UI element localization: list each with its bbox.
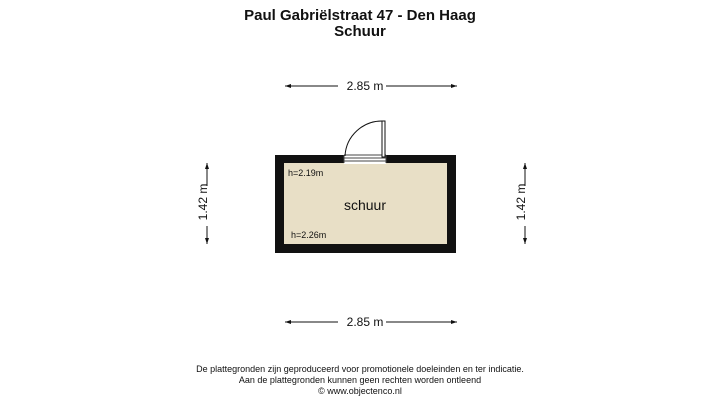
dimension-top-label: 2.85 m — [346, 79, 384, 93]
ceiling-height-bottom: h=2.26m — [291, 230, 327, 240]
door — [345, 121, 385, 157]
page-title: Paul Gabriëlstraat 47 - Den Haag — [244, 7, 476, 24]
dimension-bottom — [285, 315, 457, 329]
dimension-bottom-label: 2.85 m — [346, 315, 384, 329]
disclaimer-line-1: De plattegronden zijn geproduceerd voor promotionele doeleinden en ter indicatie. — [196, 364, 524, 374]
dimension-top — [285, 79, 457, 93]
dimension-right-label: 1.42 m — [514, 183, 528, 221]
dimension-left-label: 1.42 m — [196, 183, 210, 221]
copyright-line: © www.objectenco.nl — [318, 386, 402, 396]
dimension-right — [514, 163, 528, 244]
disclaimer-line-2: Aan de plattegronden kunnen geen rechten worden ontleend — [238, 375, 482, 385]
room-name: schuur — [343, 197, 387, 213]
ceiling-height-top: h=2.19m — [288, 168, 324, 178]
floor-name: Schuur — [334, 23, 386, 40]
dimension-left — [196, 163, 210, 244]
